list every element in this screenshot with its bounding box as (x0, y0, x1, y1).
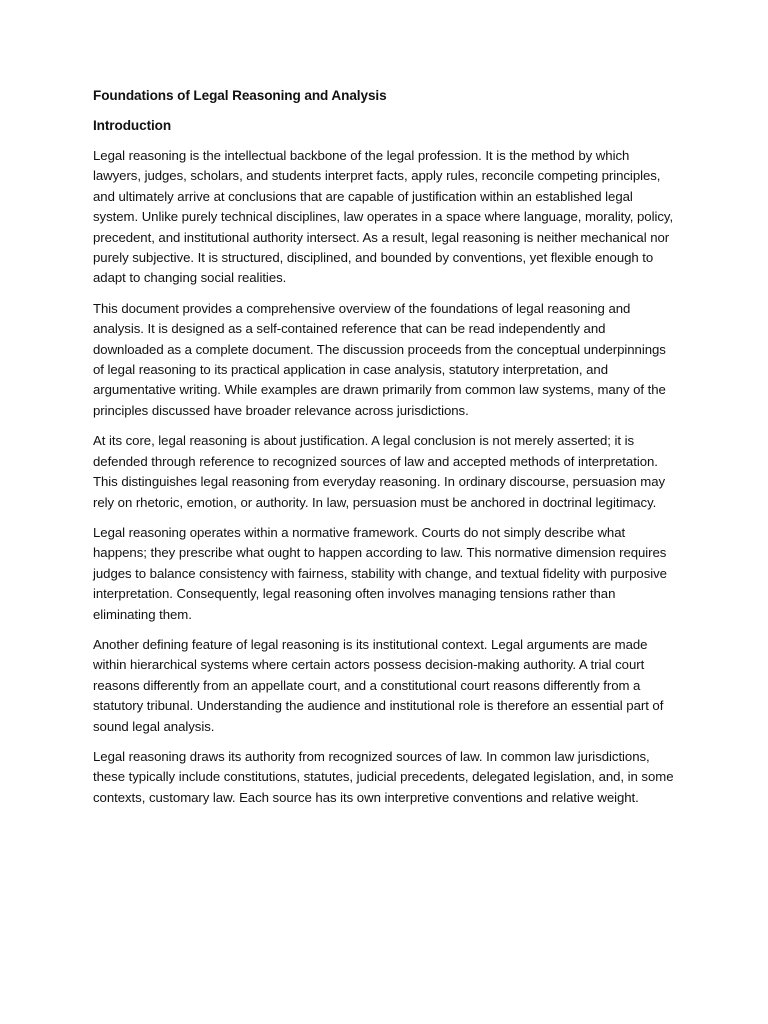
paragraph-4: Legal reasoning operates within a normative framework. Courts do not simply describe what happens; they prescribe what ought to happen according to law. This normative dimension requires judges to balance consistency with fairness, stability with change, and textual fidelity with purposive interpretation. Consequently, legal reasoning often involves managing tensions rather than eliminating them. (93, 524, 667, 622)
section-heading-introduction: Introduction (93, 118, 172, 133)
document-title: Foundations of Legal Reasoning and Analysis (93, 88, 387, 103)
document-page (93, 86, 677, 818)
paragraph-1: Legal reasoning is the intellectual backbone of the legal profession. It is the method by which lawyers, judges, scholars, and students interpret facts, apply rules, reconcile competing principles, and ultimately arrive at conclusions that are capable of justification within an established legal system. Unlike purely technical disciplines, law operates in a space where language, morality, policy, precedent, and institutional authority intersect. As a result, legal reasoning is neither mechanical nor purely subjective. It is structured, disciplined, and bounded by conventions, yet flexible enough to adapt to changing social realities. (93, 148, 674, 286)
paragraph-6: Legal reasoning draws its authority from recognized sources of law. In common law jurisdictions, these typically include constitutions, statutes, judicial precedents, delegated legislation, and, in some contexts, customary law. Each source has its own interpretive conventions and relative weight. (93, 748, 674, 805)
paragraph-2: This document provides a comprehensive overview of the foundations of legal reasoning and analysis. It is designed as a self-contained reference that can be read independently and downloaded as a complete document. The discussion proceeds from the conceptual underpinnings of legal reasoning to its practical application in case analysis, statutory interpretation, and argumentative writing. While examples are drawn primarily from common law systems, many of the principles discussed have broader relevance across jurisdictions. (93, 300, 666, 418)
paragraph-3: At its core, legal reasoning is about justification. A legal conclusion is not merely asserted; it is defended through reference to recognized sources of law and accepted methods of interpretation. This distinguishes legal reasoning from everyday reasoning. In ordinary discourse, persuasion may rely on rhetoric, emotion, or authority. In law, persuasion must be anchored in doctrinal legitimacy. (93, 433, 666, 510)
paragraph-5: Another defining feature of legal reasoning is its institutional context. Legal arguments are made within hierarchical systems where certain actors possess decision-making authority. A trial court reasons differently from an appellate court, and a constitutional court reasons differently from a statutory tribunal. Understanding the audience and institutional role is therefore an essential part of sound legal analysis. (93, 636, 664, 734)
